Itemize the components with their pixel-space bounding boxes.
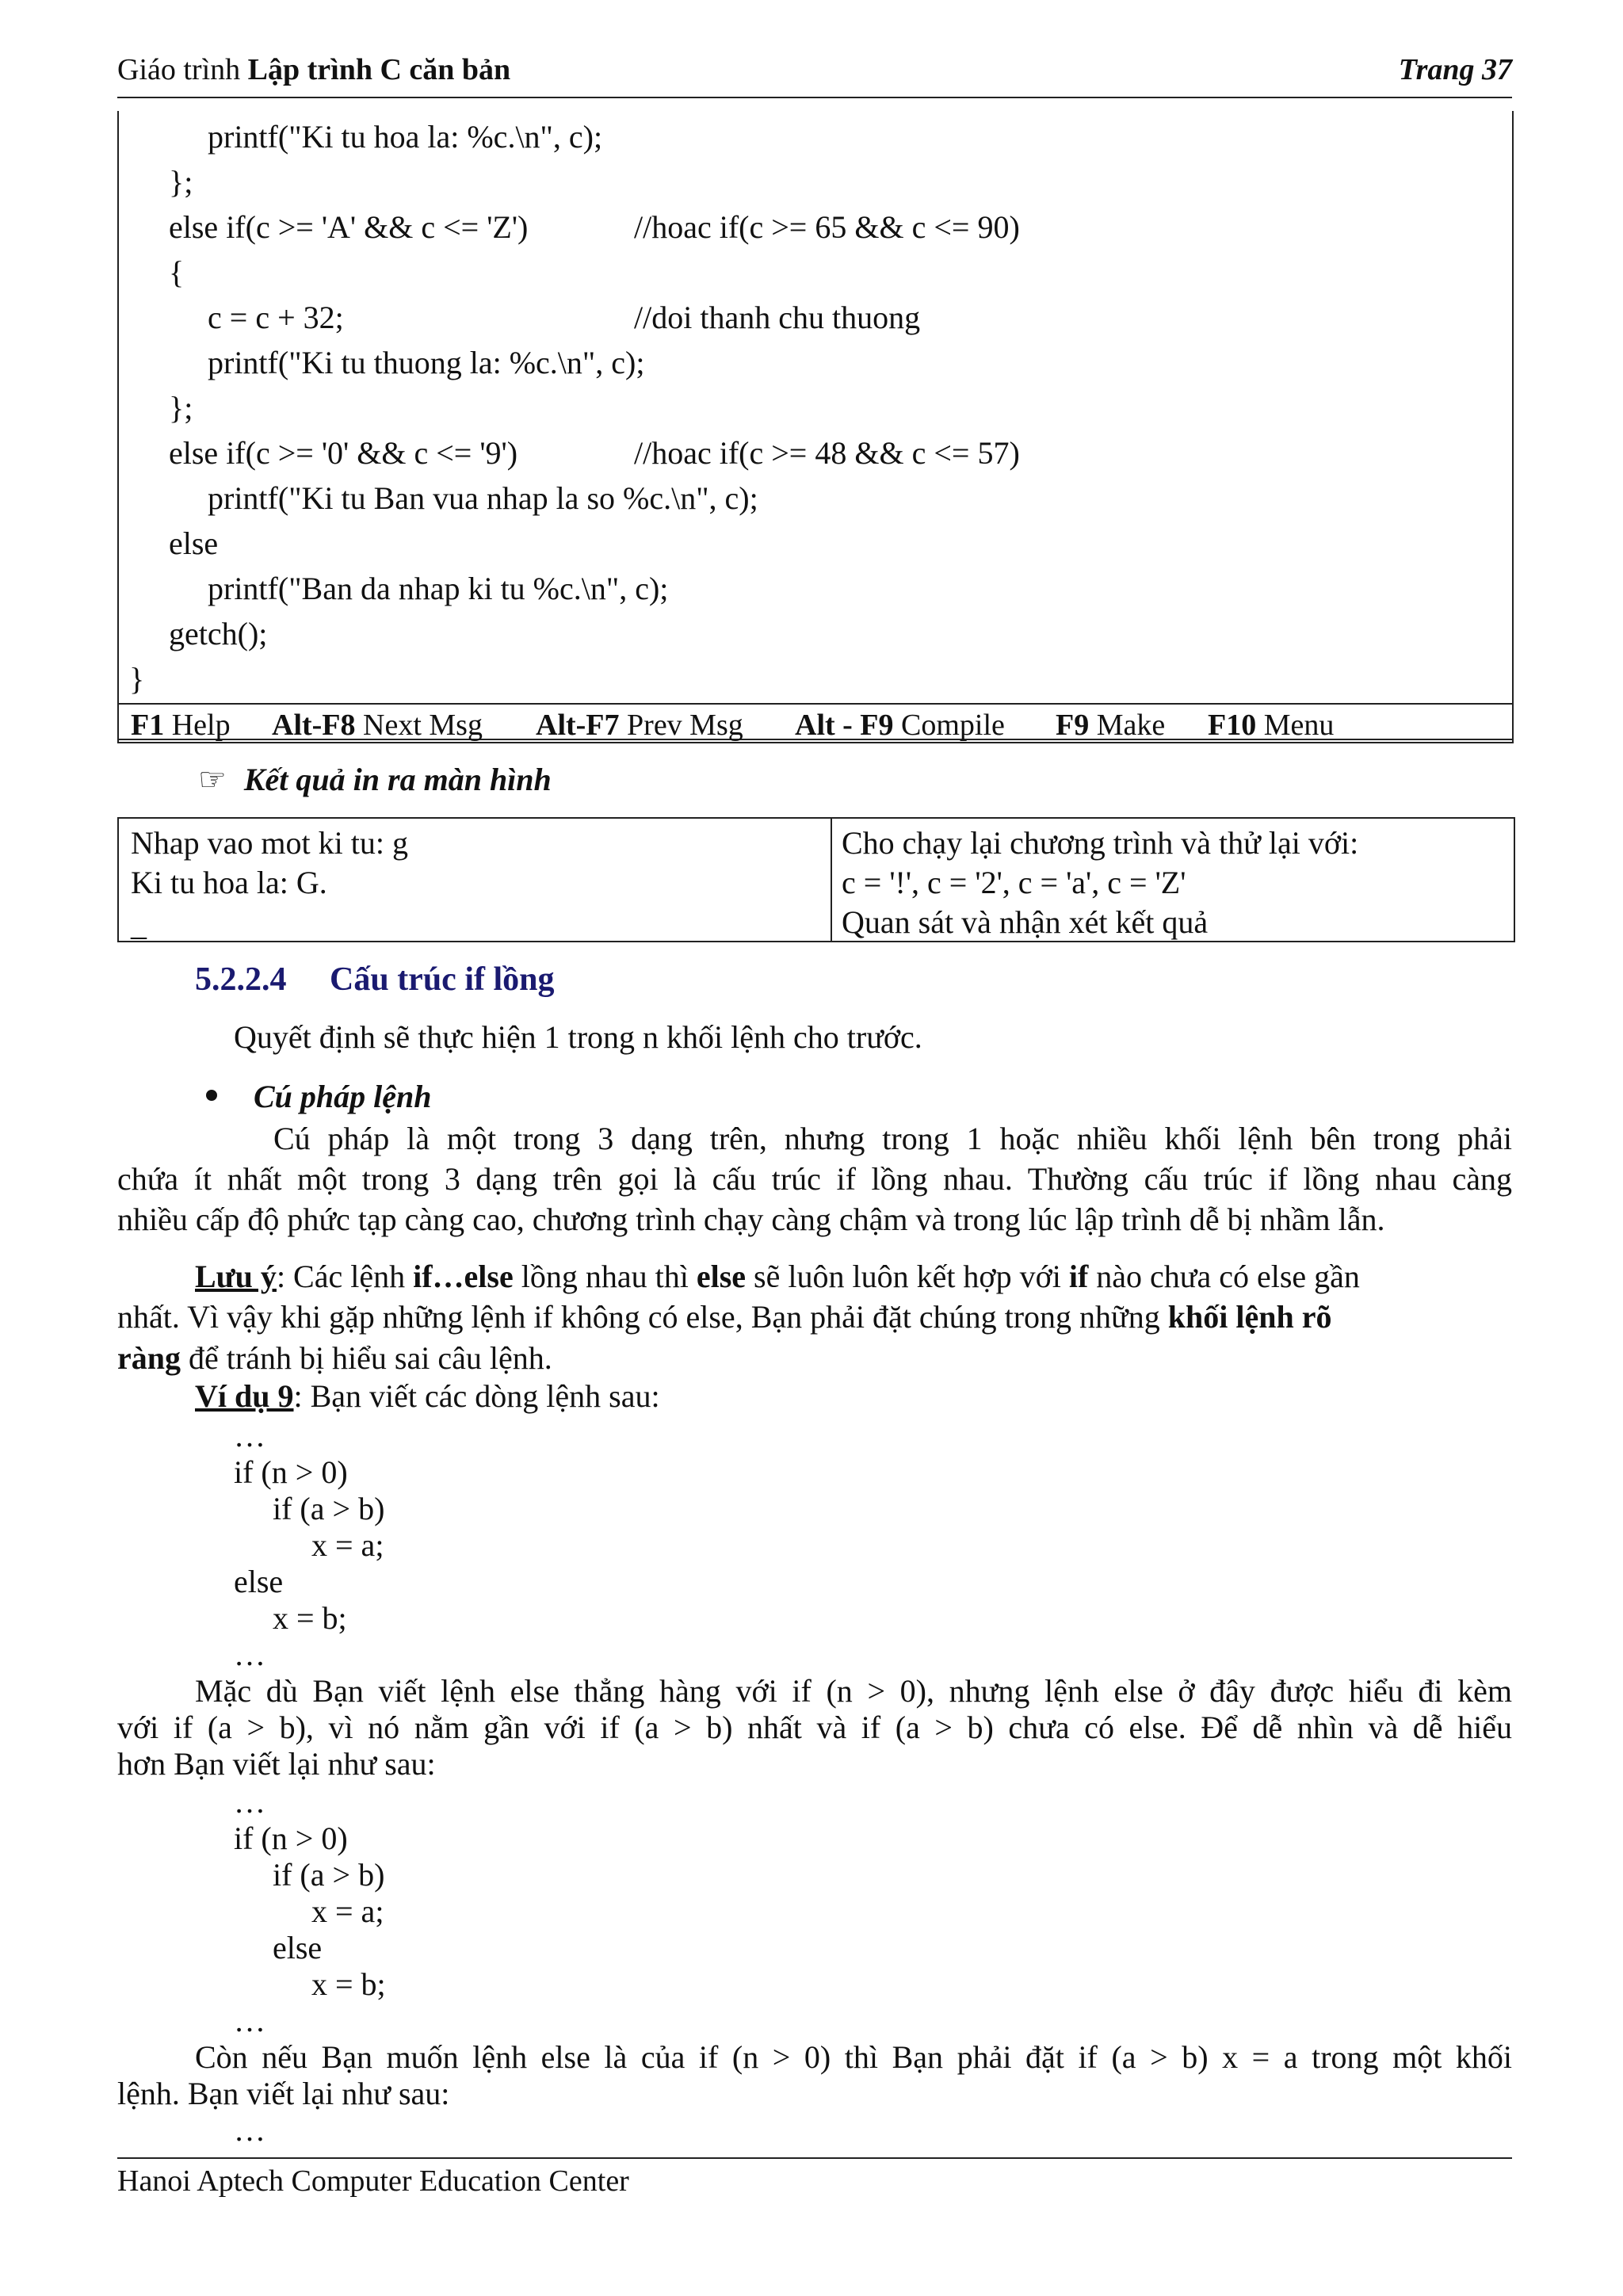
instruction-line: Cho chạy lại chương trình và thử lại với:: [842, 825, 1359, 861]
paragraph-line: Còn nếu Bạn muốn lệnh else là của if (n > 0) thì Bạn phải đặt if (a > b) x = a trong một khối: [195, 2039, 1512, 2075]
code-line: c = c + 32;: [208, 300, 344, 335]
note-line: ràng để tránh bị hiểu sai câu lệnh.: [117, 1340, 552, 1376]
section-title: Cấu trúc if lồng: [330, 961, 555, 998]
paragraph-line: Mặc dù Bạn viết lệnh else thẳng hàng với if (n > 0), nhưng lệnh else ở đây được hiểu đi kèm: [195, 1673, 1512, 1709]
code-line: x = a;: [311, 1893, 384, 1929]
note-line: Lưu ý: Các lệnh if…else lồng nhau thì else sẽ luôn luôn kết hợp với if nào chưa có else gần: [195, 1259, 1360, 1294]
code-line: else if(c >= '0' && c <= '9'): [169, 435, 518, 471]
code-box: [117, 111, 1514, 740]
code-line: …: [234, 2003, 265, 2038]
note-line: nhất. Vì vậy khi gặp những lệnh if không có else, Bạn phải đặt chúng trong những khối lệnh rõ: [117, 1299, 1332, 1335]
code-line: if (n > 0): [234, 1454, 348, 1490]
header-prefix: Giáo trình: [117, 53, 241, 86]
intro-text: Quyết định sẽ thực hiện 1 trong n khối lệnh cho trước.: [234, 1019, 922, 1055]
fkey-help: F1 Help: [131, 709, 231, 742]
code-line: printf("Ki tu hoa la: %c.\n", c);: [208, 119, 603, 155]
code-line: else: [169, 525, 219, 561]
section-number: 5.2.2.4: [195, 961, 287, 998]
fkey-compile: Alt - F9 Compile: [795, 709, 1005, 742]
code-line: x = a;: [311, 1527, 384, 1563]
bullet-icon: [206, 1090, 217, 1101]
code-line: …: [234, 1784, 265, 1820]
fkey-prev-msg: Alt-F7 Prev Msg: [536, 709, 743, 742]
fkey-next-msg: Alt-F8 Next Msg: [272, 709, 483, 742]
code-line: getch();: [169, 616, 268, 651]
instruction-line: Quan sát và nhận xét kết quả: [842, 904, 1209, 940]
code-line: …: [234, 1637, 265, 1672]
code-line: x = b;: [273, 1600, 347, 1636]
code-line: …: [234, 2112, 265, 2148]
page-header: [117, 52, 1512, 98]
header-book-title: Lập trình C căn bản: [247, 53, 511, 86]
code-line: else if(c >= 'A' && c <= 'Z'): [169, 209, 529, 245]
code-comment: //hoac if(c >= 65 && c <= 90): [634, 209, 1020, 245]
code-line: printf("Ban da nhap ki tu %c.\n", c);: [208, 571, 669, 606]
instruction-line: c = '!', c = '2', c = 'a', c = 'Z': [842, 865, 1186, 900]
page-number: Trang 37: [1398, 53, 1512, 86]
code-line: …: [234, 1418, 265, 1454]
paragraph-line: lệnh. Bạn viết lại như sau:: [117, 2076, 450, 2111]
table-divider: [831, 819, 832, 941]
code-line: else: [234, 1564, 284, 1599]
code-comment: //hoac if(c >= 48 && c <= 57): [634, 435, 1020, 471]
paragraph-line: nhiều cấp độ phức tạp càng cao, chương trình chạy càng chậm và trong lúc lập trình dễ bị nhầm lẫn.: [117, 1201, 1385, 1237]
code-line: };: [169, 390, 193, 426]
syntax-heading: Cú pháp lệnh: [254, 1079, 432, 1114]
code-line: printf("Ki tu Ban vua nhap la so %c.\n", c);: [208, 480, 758, 516]
code-line: }: [129, 661, 145, 697]
paragraph-line: với if (a > b), vì nó nằm gần với if (a > b) nhất và if (a > b) chưa có else. Để dễ nhìn và dễ hiểu: [117, 1710, 1512, 1745]
fkey-make: F9 Make: [1056, 709, 1166, 742]
header-title: [117, 52, 510, 87]
code-line: };: [169, 164, 193, 200]
result-heading: ☞ Kết quả in ra màn hình: [198, 762, 552, 797]
page-footer: Hanoi Aptech Computer Education Center: [117, 2164, 629, 2198]
code-comment: //doi thanh chu thuong: [634, 300, 921, 335]
footer-rule: [117, 2157, 1512, 2159]
output-line: Ki tu hoa la: G.: [131, 865, 327, 900]
code-line: if (n > 0): [234, 1820, 348, 1856]
pointing-hand-icon: ☞: [198, 762, 227, 797]
code-line: {: [169, 254, 185, 290]
code-line: else: [273, 1930, 323, 1966]
code-line: printf("Ki tu thuong la: %c.\n", c);: [208, 345, 645, 380]
fkey-menu: F10 Menu: [1208, 709, 1335, 742]
code-line: if (a > b): [273, 1491, 385, 1526]
code-line: x = b;: [311, 1966, 386, 2002]
output-line: Nhap vao mot ki tu: g: [131, 825, 408, 861]
paragraph-line: hơn Bạn viết lại như sau:: [117, 1746, 436, 1782]
code-line: if (a > b): [273, 1857, 385, 1893]
output-cursor: _: [131, 907, 147, 942]
example-line: Ví dụ 9: Bạn viết các dòng lệnh sau:: [195, 1378, 660, 1414]
paragraph-line: Cú pháp là một trong 3 dạng trên, nhưng trong 1 hoặc nhiều khối lệnh bên trong phải: [273, 1121, 1512, 1156]
paragraph-line: chứa ít nhất một trong 3 dạng trên gọi là cấu trúc if lồng nhau. Thường cấu trúc if lồng nhau càng: [117, 1161, 1512, 1197]
